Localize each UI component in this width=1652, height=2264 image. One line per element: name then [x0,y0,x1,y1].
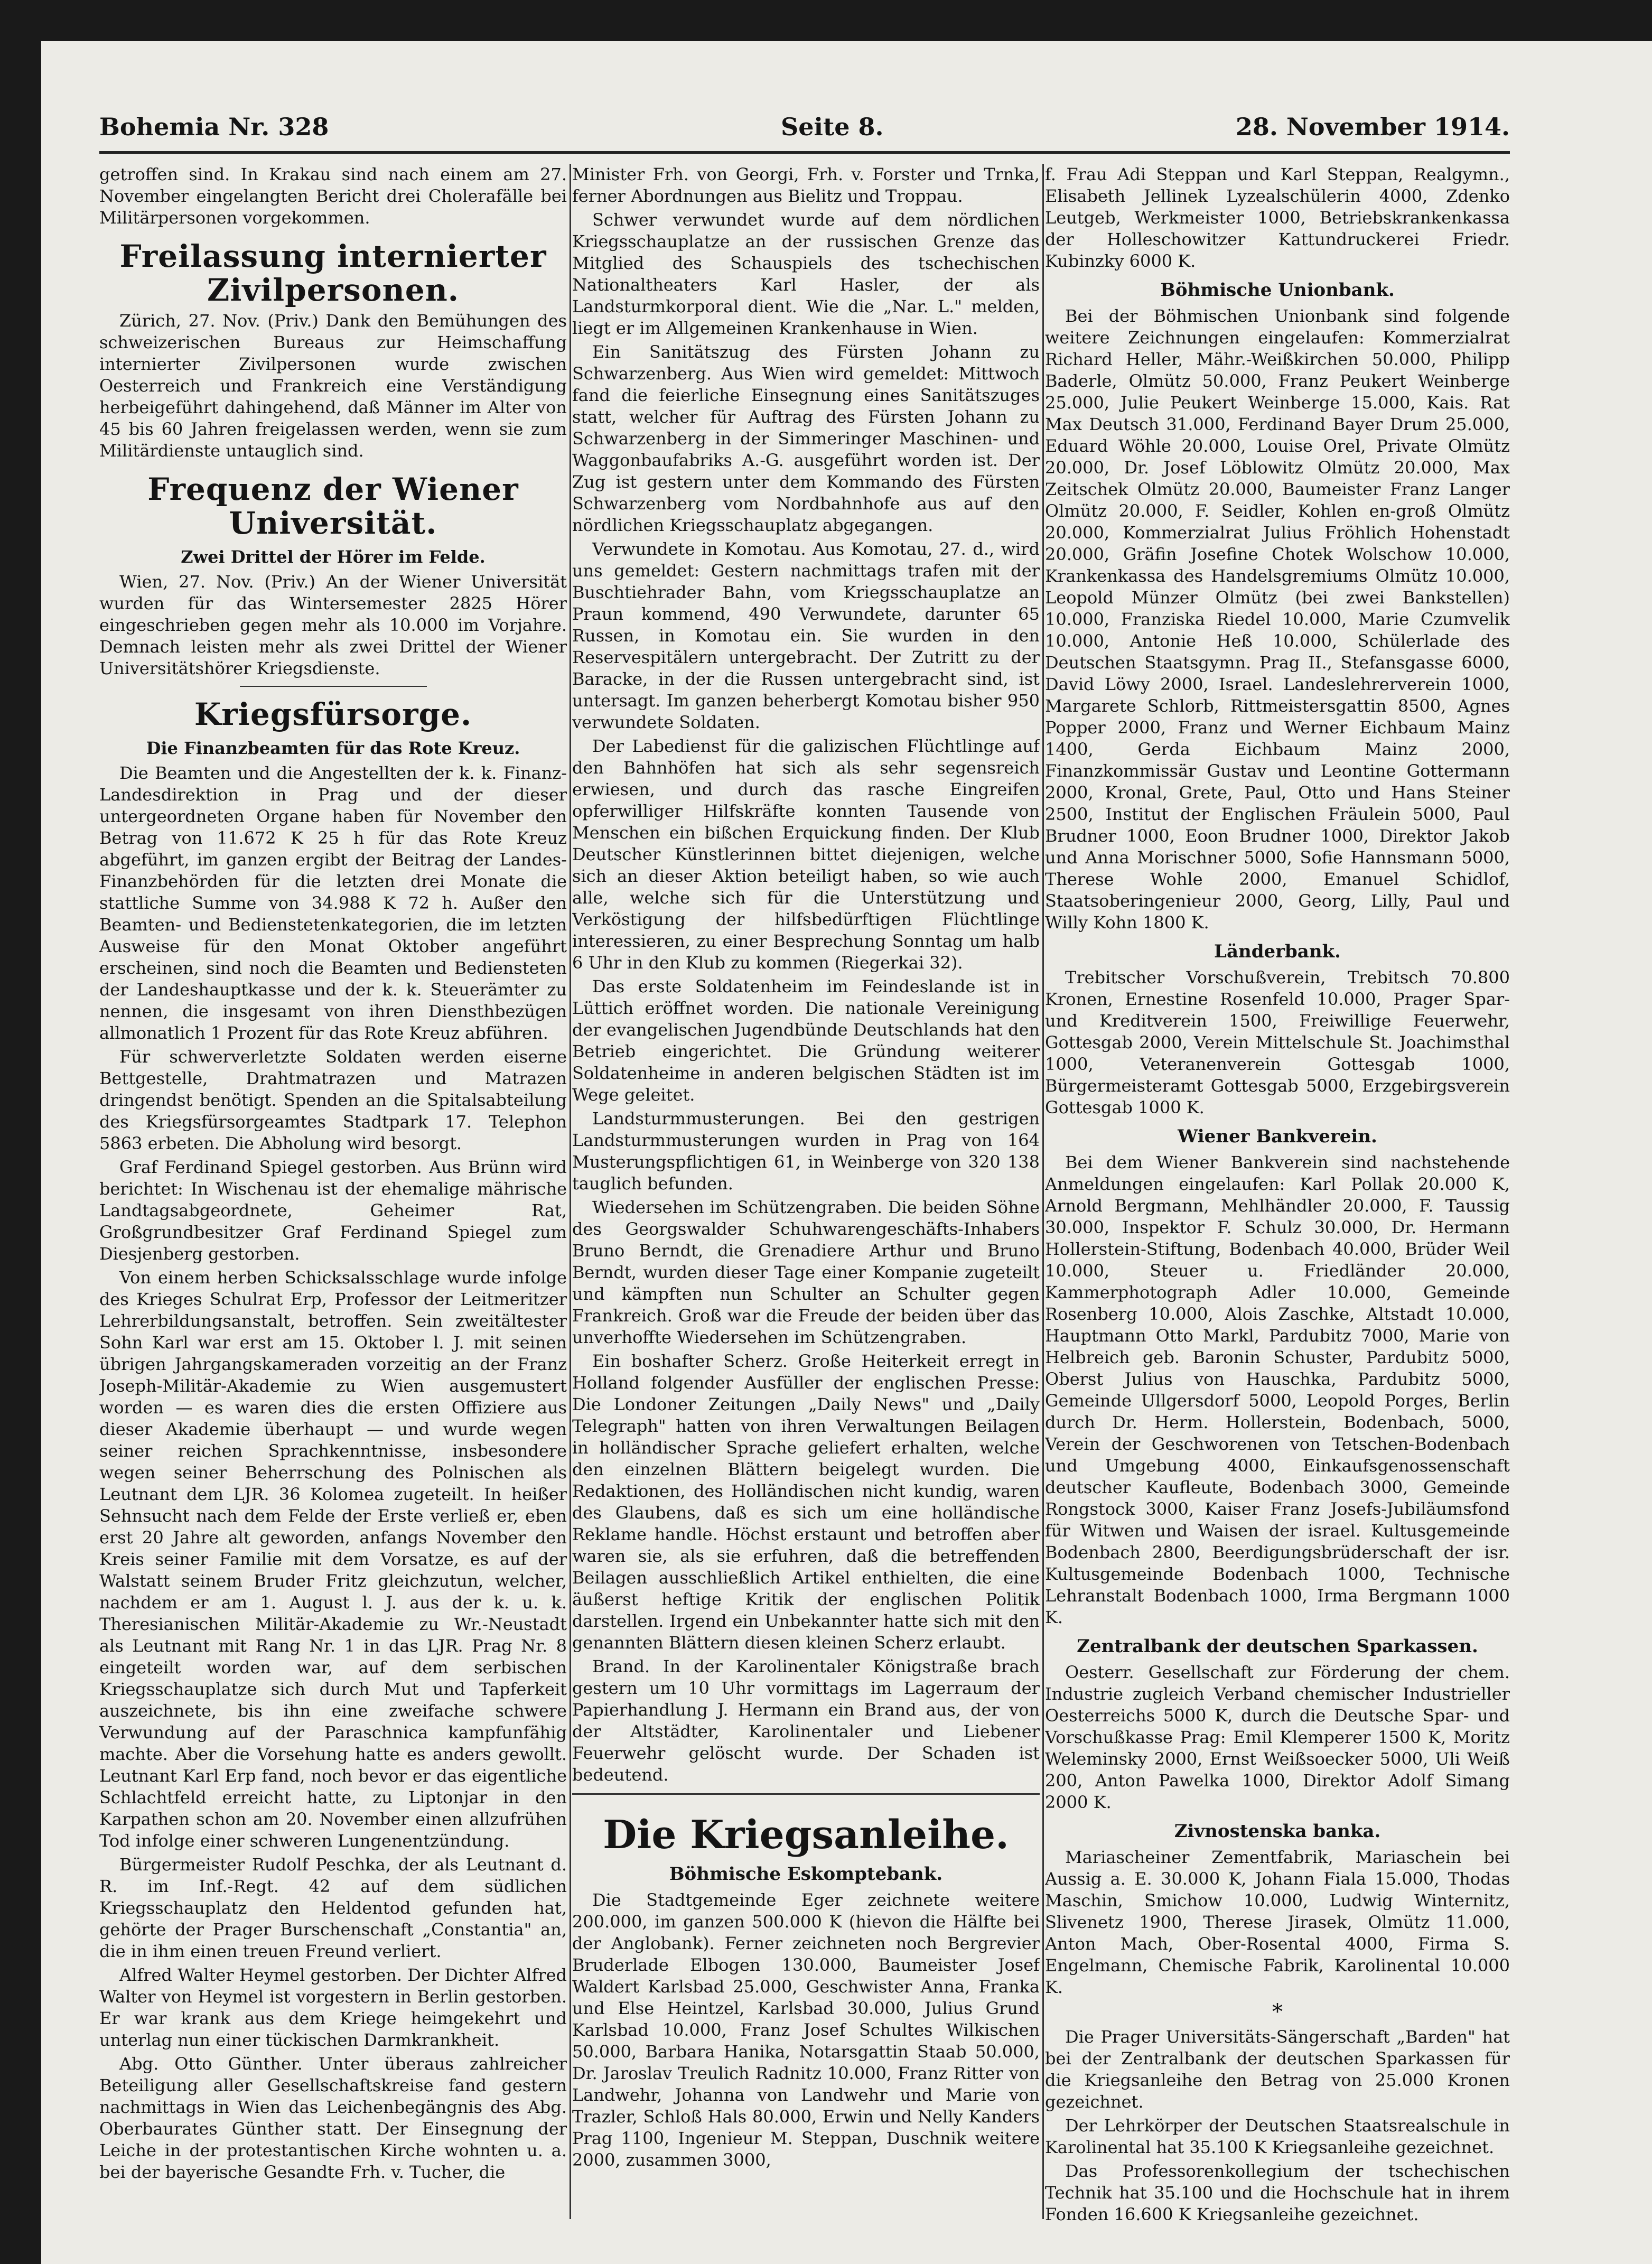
column-separator [570,164,571,2219]
article-text: Die Beamten und die Angestellten der k. k. Finanz-Landesdirektion in Prag und der dieser untergeordneten Organe haben für November den Betrag von 11.672 K 25 h für das Rote Kreuz abgeführt, im ganzen ergibt der Beitrag der Landes-Finanzbehörden für die letzten drei Monate die stattliche Summe von 34.988 K 72 h. Außer den Beamten- und Bedienstetenkategorien, die im letzten Ausweise für den Monat Oktober angeführt erscheinen, sind noch die Beamten und Bediensteten der Landeshauptkasse und der k. k. Steuerämter zu nennen, die insgesamt von ihren Diensthbezügen allmonatlich 1 Prozent für das Rote Kreuz abführen. [99,763,567,1043]
article-text: Brand. In der Karolinentaler Königstraße brach gestern um 10 Uhr vormittags im Lagerraum der Papierhandlung J. Hermann ein Brand aus, der von der Altstädter, Karolinentaler und Liebener Feuerwehr gelöscht wurde. Der Schaden ist bedeutend. [572,1656,1040,1785]
article-text: Verwundete in Komotau. Aus Komotau, 27. d., wird uns gemeldet: Gestern nachmittags trafen mit der Buschtiehrader Bahn, vom Kriegsschauplatze an Praun kommend, 490 Verwundete, darunter 65 Russen, in Komotau ein. Sie wurden in den Reservespitälern untergebracht. Der Zutritt zu der Baracke, in der die Russen untergebracht sind, ist untersagt. Im ganzen beherbergt Komotau bisher 950 verwundete Soldaten. [572,539,1040,732]
subheadline-eskomptebank: Böhmische Eskomptebank. [669,1864,943,1885]
column-separator [1042,164,1044,2219]
article-text: Das erste Soldatenheim im Feindeslande ist in Lüttich eröffnet worden. Die nationale Vereinigung der evangelischen Jugendbünde Deutschlands hat den Betrieb eingerichtet. Die Gründung weiterer Soldatenheime in anderen belgischen Städten ist im Wege geleitet. [572,976,1040,1105]
article-text: Bei dem Wiener Bankverein sind nachstehende Anmeldungen eingelaufen: Karl Pollak 20.000 K, Arnold Bergmann, Mehlhändler 20.000, F. Taussig 30.000, Inspektor F. Schulz 30.000, Dr. Hermann Hollerstein-Stiftung, Bodenbach 40.000, Brüder Weil 10.000, Steuer u. Friedländer 20.000, Kammerphotograph Adler 10.000, Gemeinde Rosenberg 10.000, Alois Zaschke, Altstadt 10.000, Hauptmann Otto Markl, Pardubitz 7000, Marie von Helbreich geb. Baronin Schuster, Pardubitz 5000, Oberst Julius von Hauschka, Pardubitz 5000, Gemeinde Ullgersdorf 5000, Leopold Porges, Berlin durch Dr. Herm. Hollerstein, Bodenbach, 5000, Verein der Geschworenen von Tetschen-Bodenbach und Umgebung 4000, Einkaufsgenossenschaft deutscher Kaufleute, Bodenbach 3000, Gemeinde Rongstock 3000, Kaiser Franz Josefs-Jubiläumsfond für Witwen und Waisen der israel. Kultusgemeinde Bodenbach 2800, Beerdigungsbrüderschaft der isr. Kultusgemeinde Bodenbach 1000, Technische Lehranstalt Bodenbach 1000, Irma Bergmann 1000 K. [1045,1152,1510,1627]
headline-freilassung: Freilassung internierter Zivilpersonen. [119,238,547,308]
article-text: Abg. Otto Günther. Unter überaus zahlreicher Beteiligung aller Gesellschaftskreise fand gestern nachmittags in Wien das Leichenbegängnis des Abg. Oberbaurates Günther statt. Der Einsegnung der Leiche in der protestantischen Kirche wohnten u. a. bei der bayerische Gesandte Frh. v. Tucher, die [99,2054,567,2182]
article-text: Ein Sanitätszug des Fürsten Johann zu Schwarzenberg. Aus Wien wird gemeldet: Mittwoch fand die feierliche Einsegnung eines Sanitätszuges statt, welcher für Auftrag des Fürsten Johann zu Schwarzenberg in der Simmeringer Maschinen- und Waggonbaufabriks A.-G. ausgeführt worden ist. Der Zug ist gestern unter dem Kommando des Fürsten Schwarzenberg vom Nordbahnhofe aus auf den nördlichen Kriegsschauplatz abgegangen. [572,342,1040,535]
article-text: Von einem herben Schicksalsschlage wurde infolge des Krieges Schulrat Erp, Professor der Leitmeritzer Lehrerbildungsanstalt, betroffen. Sein zweitältester Sohn Karl war erst am 15. Oktober l. J. mit seinen übrigen Jahrgangskameraden vorzeitig an der Franz Joseph-Militär-Akademie zu Wien ausgemustert worden — es waren dies die ersten Offiziere aus dieser Akademie überhaupt — und wurde wegen seiner reichen Sprachkenntnisse, insbesondere wegen seiner Beherrschung des Polnischen als Leutnant dem LJR. 36 Kolomea zugeteilt. In heißer Sehnsucht nach dem Felde der Erste verließ er, eben erst 20 Jahre alt geworden, anfangs November den Kreis seiner Familie mit dem Vorsatze, es auf der Walstatt seinem Bruder Fritz gleichzutun, welcher, nachdem er am 1. August l. J. aus der k. u. k. Theresianischen Militär-Akademie zu Wr.-Neustadt als Leutnant mit Rang Nr. 1 in das LJR. Prag Nr. 8 eingeteilt worden war, auf dem serbischen Kriegsschauplatze sich durch Mut und Tapferkeit auszeichnete, bis ihn eine zweifache schwere Verwundung auf der Paraschnica kampfunfähig machte. Aber die Vorsehung hatte es anders gewollt. Leutnant Karl Erp fand, noch bevor er das eigentliche Schlachtfeld erreicht hatte, zu Liptonjar in den Karpathen schon am 20. November einen allzufrühen Tod infolge einer schweren Lungenentzündung. [99,1268,567,1851]
article-text: Schwer verwundet wurde auf dem nördlichen Kriegsschauplatze an der russischen Grenze das Mitglied des Schauspiels des tschechischen Nationaltheaters Karl Hasler, der als Landsturmkorporal dient. Wie die „Nar. L." melden, liegt er im Allgemeinen Krankenhause in Wien. [572,210,1040,338]
article-text: Der Lehrkörper der Deutschen Staatsrealschule in Karolinental hat 35.100 K Kriegsanleihe gezeichnet. [1045,2116,1510,2157]
article-text: Wiedersehen im Schützengraben. Die beiden Söhne des Georgswalder Schuhwarengeschäfts-Inhabers Bruno Berndt, die Grenadiere Arthur und Bruno Berndt, wurden dieser Tage einer Kompanie zugeteilt und kämpften nun Schulter an Schulter gegen Frankreich. Groß war die Freude der beiden über das unverhoffte Wiedersehen im Schützengraben. [572,1197,1040,1347]
subheadline-zivnostenska: Zivnostenska banka. [1174,1821,1381,1842]
article-text: Mariascheiner Zementfabrik, Mariaschein bei Aussig a. E. 30.000 K, Johann Fiala 15.000, Thodas Maschin, Smichow 10.000, Ludwig Winternitz, Slivenetz 1900, Therese Jirasek, Olmütz 11.000, Anton Mach, Ober-Rosental 4000, Firma S. Engelmann, Chemische Fabrik, Karolinental 10.000 K. [1045,1847,1510,1997]
article-text: getroffen sind. In Krakau sind nach einem am 27. November eingelangten Bericht drei Cholerafälle bei Militärpersonen vorgekommen. [99,164,567,228]
article-text: Minister Frh. von Georgi, Frh. v. Forster und Trnka, ferner Abordnungen aus Bielitz und Troppau. [572,164,1040,206]
article-text: Zürich, 27. Nov. (Priv.) Dank den Bemühungen des schweizerischen Bureaus zur Heimschaffung internierter Zivilpersonen wurde zwischen Oesterreich und Frankreich eine Verständigung herbeigeführt dahingehend, daß Männer im Alter von 45 bis 60 Jahren freigelassen werden, wenn sie zum Militärdienste untauglich sind. [99,311,567,461]
article-text: f. Frau Adi Steppan und Karl Steppan, Realgymn., Elisabeth Jellinek Lyzealschülerin 4000, Zdenko Leutgeb, Werkmeister 1000, Betriebskrankenkassa der Holleschowitzer Kattundruckerei Friedr. Kubinzky 6000 K. [1045,164,1510,271]
column-1 [99,164,567,2224]
article-text: Bei der Böhmischen Unionbank sind folgende weitere Zeichnungen eingelaufen: Kommerzialrat Richard Heller, Mähr.-Weißkirchen 50.000, Philipp Baderle, Olmütz 50.000, Franz Peukert Weinberge 25.000, Julie Peukert Weinberge 15.000, Kais. Rat Max Deutsch 31.000, Ferdinand Bayer Drum 25.000, Eduard Wöhle 20.000, Louise Orel, Private Olmütz 20.000, Dr. Josef Löblowitz Olmütz 20.000, Max Zeitschek Olmütz 20.000, Baumeister Franz Langer Olmütz 20.000, F. Seidler, Kohlen en-groß Olmütz 20.000, Kommerzialrat Julius Fröhlich Hohenstadt 20.000, Gräfin Josefine Chotek Wolschow 10.000, Krankenkassa des Handelsgremiums Olmütz 10.000, Leopold Münzer Olmütz (bei zwei Bankstellen) 10.000, Franziska Riedel 10.000, Marie Czumvelik 10.000, Antonie Heß 10.000, Schülerlade des Deutschen Staatsgymn. Prag II., Stefansgasse 6000, David Löwy 2000, Israel. Landeslehrerverein 1000, Margarete Schlorb, Rittmeistersgattin 8500, Agnes Popper 2000, Franz und Werner Eichbaum Mainz 1400, Gerda Eichbaum Mainz 2000, Finanzkommissär Gustav und Leontine Gottermann 2000, Kronal, Grete, Paul, Otto und Hans Steiner 2500, Institut der Englischen Fräulein 5000, Paul Brudner 1000, Eoon Brudner 1000, Direktor Jakob und Anna Morischner 5000, Sofie Hannsmann 5000, Therese Wohle 2000, Emanuel Schidlof, Staatsoberingenieur 2000, Georg, Lilly, Paul und Willy Kohn 1800 K. [1045,306,1510,933]
headline-kriegsanleihe: Die Kriegsanleihe. [603,1812,1009,1858]
article-text: Für schwerverletzte Soldaten werden eiserne Bettgestelle, Drahtmatrazen und Matrazen dringendst benötigt. Spenden an die Spitalsabteilung des Kriegsfürsorgeamtes Stadtpark 17. Telephon 5863 erbeten. Die Abholung wird besorgt. [99,1047,567,1153]
article-text: Bürgermeister Rudolf Peschka, der als Leutnant d. R. im Inf.-Regt. 42 auf dem südlichen Kriegsschauplatz den Heldentod gefunden hat, gehörte der Prager Burschenschaft „Constantia" an, die in ihm einen treuen Freund verliert. [99,1855,567,1961]
page-number: Seite 8. [781,113,884,141]
subheadline-unionbank: Böhmische Unionbank. [1160,279,1395,301]
article-text: Das Professorenkollegium der tschechischen Technik hat 35.100 und die Hochschule hat in ihrem Fonden 16.600 K Kriegsanleihe gezeichnet. [1045,2161,1510,2224]
article-text: Ein boshafter Scherz. Große Heiterkeit erregt in Holland folgender Ausfüller der englischen Presse: Die Londoner Zeitungen „Daily News" und „Daily Telegraph" hatten von ihren Verwaltungen Beilagen in holländischer Sprache geliefert erhalten, welche den einzelnen Blättern beigelegt wurden. Die Redaktionen, des Holländischen nicht kundig, waren des Glaubens, daß es sich um eine holländische Reklame handle. Höchst erstaunt und betroffen aber waren sie, als sie erfuhren, daß die betreffenden Beilagen ausschließlich Artikel enthielten, die eine äußerst heftige Kritik der englischen Politik darstellen. Irgend ein Unbekannter hatte sich mit den genannten Blättern diesen kleinen Scherz erlaubt. [572,1351,1040,1653]
article-text: Landsturmmusterungen. Bei den gestrigen Landsturmmusterungen wurden in Prag von 164 Musterungspflichtigen 61, in Weinberge von 320 138 tauglich befunden. [572,1108,1040,1194]
subheadline-zentralbank: Zentralbank der deutschen Sparkassen. [1077,1636,1478,1657]
section-divider [572,1793,1040,1795]
column-2 [572,164,1040,2224]
headline-kriegsfuersorge: Kriegsfürsorge. [194,696,472,732]
star-separator: * [1272,2000,1283,2024]
section-divider [240,686,427,687]
article-text: Alfred Walter Heymel gestorben. Der Dichter Alfred Walter von Heymel ist vorgestern in Berlin gestorben. Er war krank aus dem Kriege heimgekehrt und unterlag nun einer tückischen Darmkrankheit. [99,1965,567,2050]
headline-frequenz: Frequenz der Wiener Universität. [147,471,519,541]
subheadline-finanzbeamten: Die Finanzbeamten für das Rote Kreuz. [146,738,520,758]
newspaper-page [41,41,1652,2264]
article-text: Trebitscher Vorschußverein, Trebitsch 70.800 Kronen, Ernestine Rosenfeld 10.000, Prager Spar- und Kreditverein 1500, Freiwillige Feuerwehr, Gottesgab 2000, Verein Mittelschule St. Joachimsthal 1000, Veteranenverein Gottesgab 1000, Bürgermeisteramt Gottesgab 5000, Erzgebirgsverein Gottesgab 1000 K. [1045,967,1510,1117]
newspaper-issue: Bohemia Nr. 328 [99,113,329,141]
article-text: Die Stadtgemeinde Eger zeichnete weitere 200.000, im ganzen 500.000 K (hievon die Hälfte bei der Anglobank). Ferner zeichneten noch Bergrevier Bruderlade Elbogen 130.000, Baumeister Josef Waldert Karlsbad 25.000, Geschwister Anna, Franka und Else Heintzel, Karlsbad 30.000, Julius Grund Karlsbad 10.000, Franz Josef Schultes Wilkischen 50.000, Barbara Hanika, Notarsgattin Staab 50.000, Dr. Jaroslav Treulich Radnitz 10.000, Franz Ritter von Landwehr, Johanna von Landwehr und Marie von Trazler, Schloß Hals 80.000, Erwin und Nelly Kanders Prag 1100, Ingenieur M. Steppan, Duschnik weitere 2000, zusammen 3000, [572,1890,1040,2170]
subheadline-frequenz: Zwei Drittel der Hörer im Felde. [181,547,486,567]
article-text: Die Prager Universitäts-Sängerschaft „Barden" hat bei der Zentralbank der deutschen Sparkassen für die Kriegsanleihe den Betrag von 25.000 Kronen gezeichnet. [1045,2027,1510,2112]
article-text: Oesterr. Gesellschaft zur Förderung der chem. Industrie zugleich Verband chemischer Industrieller Oesterreichs 5000 K, durch die Deutsche Spar- und Vorschußkasse Prag: Emil Klemperer 1500 K, Moritz Weleminsky 2000, Ernst Weißsoecker 5000, Uli Weiß 200, Anton Pawelka 1000, Direktor Adolf Simang 2000 K. [1045,1662,1510,1812]
issue-date: 28. November 1914. [1235,113,1510,141]
article-text: Wien, 27. Nov. (Priv.) An der Wiener Universität wurden für das Wintersemester 2825 Hörer eingeschrieben gegen mehr als 10.000 im Vorjahre. Demnach leisten mehr als zwei Drittel der Wiener Universitätshörer Kriegsdienste. [99,572,567,678]
article-text: Der Labedienst für die galizischen Flüchtlinge auf den Bahnhöfen hat sich als sehr segensreich erwiesen, und durch das rasche Eingreifen opferwilliger Hilfskräfte konnten Tausende von Menschen ein bißchen Erquickung finden. Der Klub Deutscher Künstlerinnen bittet diejenigen, welche sich an dieser Aktion beteiligt haben, so wie auch alle, welche sich für die Unterstützung und Verköstigung der hilfsbedürftigen Flüchtlinge interessieren, zu einer Besprechung Sonntag um halb 6 Uhr in den Klub zu kommen (Riegerkai 32). [572,736,1040,973]
subheadline-laenderbank: Länderbank. [1214,941,1341,962]
header-rule [99,151,1510,154]
page-header [99,113,1510,147]
article-text: Graf Ferdinand Spiegel gestorben. Aus Brünn wird berichtet: In Wischenau ist der ehemalige mährische Landtagsabgeordnete, Geheimer Rat, Großgrundbesitzer Graf Ferdinand Spiegel zum Diesjenberg gestorben. [99,1157,567,1264]
column-3 [1045,164,1510,2224]
subheadline-wiener-bankverein: Wiener Bankverein. [1178,1126,1377,1147]
